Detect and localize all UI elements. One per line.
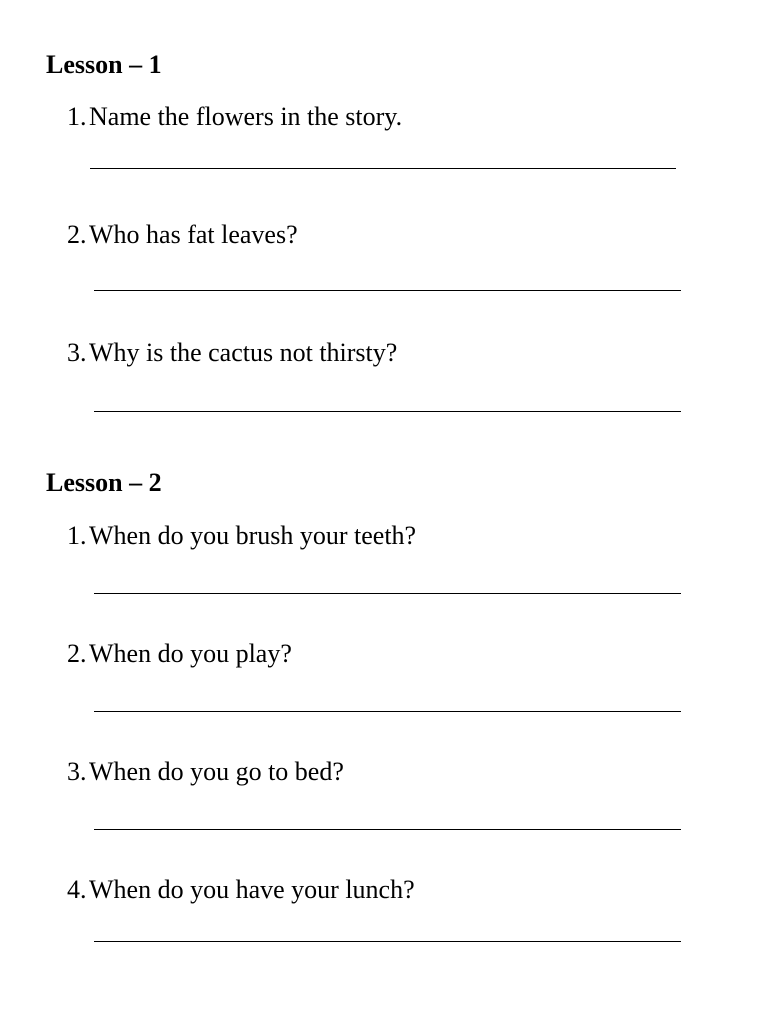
lesson-2-question-1 <box>67 521 416 551</box>
question-text: Who has fat leaves? <box>89 220 298 249</box>
answer-line[interactable] <box>94 290 681 291</box>
answer-line[interactable] <box>94 411 681 412</box>
question-number: 2. <box>67 639 87 668</box>
question-number: 3. <box>67 757 87 786</box>
question-text: Why is the cactus not thirsty? <box>89 338 398 367</box>
lesson-2-question-3 <box>67 757 344 787</box>
lesson-1-question-1 <box>67 102 402 132</box>
question-text: When do you have your lunch? <box>89 875 415 904</box>
answer-line[interactable] <box>94 941 681 942</box>
answer-line[interactable] <box>90 168 676 169</box>
answer-line[interactable] <box>94 711 681 712</box>
lesson-2-heading: Lesson – 2 <box>46 468 162 497</box>
answer-line[interactable] <box>94 593 681 594</box>
question-number: 1. <box>67 521 87 550</box>
answer-line[interactable] <box>94 829 681 830</box>
question-text: When do you brush your teeth? <box>89 521 417 550</box>
question-text: When do you play? <box>89 639 292 668</box>
lesson-1-question-2 <box>67 220 298 250</box>
lesson-2-question-4 <box>67 875 415 905</box>
lesson-2-question-2 <box>67 639 292 669</box>
question-number: 1. <box>67 102 87 131</box>
question-text: Name the flowers in the story. <box>89 102 403 131</box>
question-number: 4. <box>67 875 87 904</box>
lesson-1-question-3 <box>67 338 397 368</box>
question-number: 2. <box>67 220 87 249</box>
question-text: When do you go to bed? <box>89 757 344 786</box>
question-number: 3. <box>67 338 87 367</box>
lesson-1-heading: Lesson – 1 <box>46 50 162 79</box>
